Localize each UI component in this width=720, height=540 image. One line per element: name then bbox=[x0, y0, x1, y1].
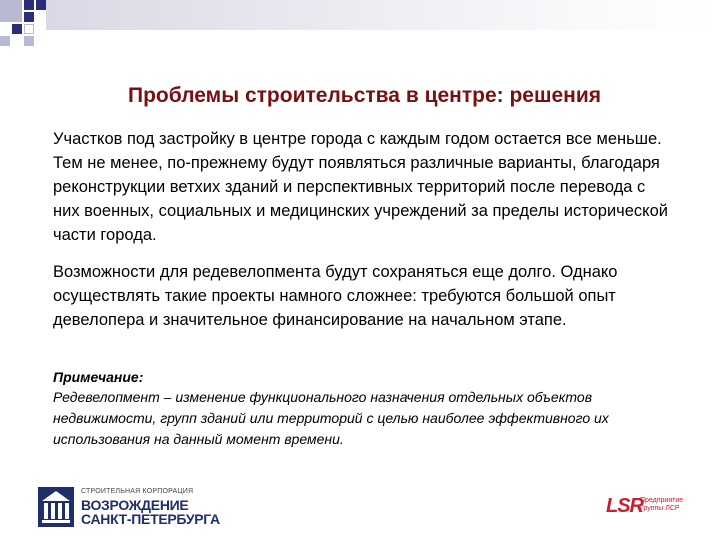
slide-title: Проблемы строительства в центре: решения bbox=[128, 84, 601, 107]
deco-square bbox=[24, 12, 34, 22]
deco-square bbox=[36, 0, 46, 10]
note-label: Примечание: bbox=[53, 369, 144, 385]
paragraph-redevelopment: Возможности для редевелопмента будут сохраняться еще долго. Однако осуществлять такие проекты намного сложнее: требуются большой опыт девелопера и значительное финансирование на начальном этапе. bbox=[53, 263, 618, 329]
logo-caption: СТРОИТЕЛЬНАЯ КОРПОРАЦИЯ bbox=[81, 488, 194, 495]
header-gradient-band bbox=[46, 0, 720, 30]
building-emblem-icon bbox=[38, 487, 74, 527]
deco-square bbox=[0, 0, 22, 22]
deco-square bbox=[0, 36, 10, 46]
deco-square bbox=[24, 24, 34, 34]
deco-square bbox=[24, 0, 34, 10]
deco-square bbox=[12, 24, 22, 34]
deco-square bbox=[24, 36, 34, 46]
logo-name-line1: ВОЗРОЖДЕНИЕ bbox=[81, 497, 189, 513]
lsr-logo bbox=[606, 495, 696, 525]
lsr-mark: LSR bbox=[606, 495, 643, 517]
logo-name-line2: САНКТ-ПЕТЕРБУРГА bbox=[81, 511, 220, 527]
note-text: Редевелопмент – изменение функционального назначения отдельных объектов недвижимости, групп зданий или территорий с целью наиболее эффективного их использования на данный момент времени. bbox=[53, 389, 609, 447]
vozrozhdenie-logo bbox=[38, 487, 220, 527]
paragraph-sites: Участков под застройку в центре города с каждым годом остается все меньше. Тем не менее, по-прежнему будут появляться различные варианты, благодаря реконструкции ветхих зданий и перспективных территорий после перевода с них военных, социальных и медицинских учреждений за пределы исторической части города. bbox=[53, 130, 668, 244]
lsr-caption: Предприятие Группы ЛСР bbox=[640, 497, 684, 512]
